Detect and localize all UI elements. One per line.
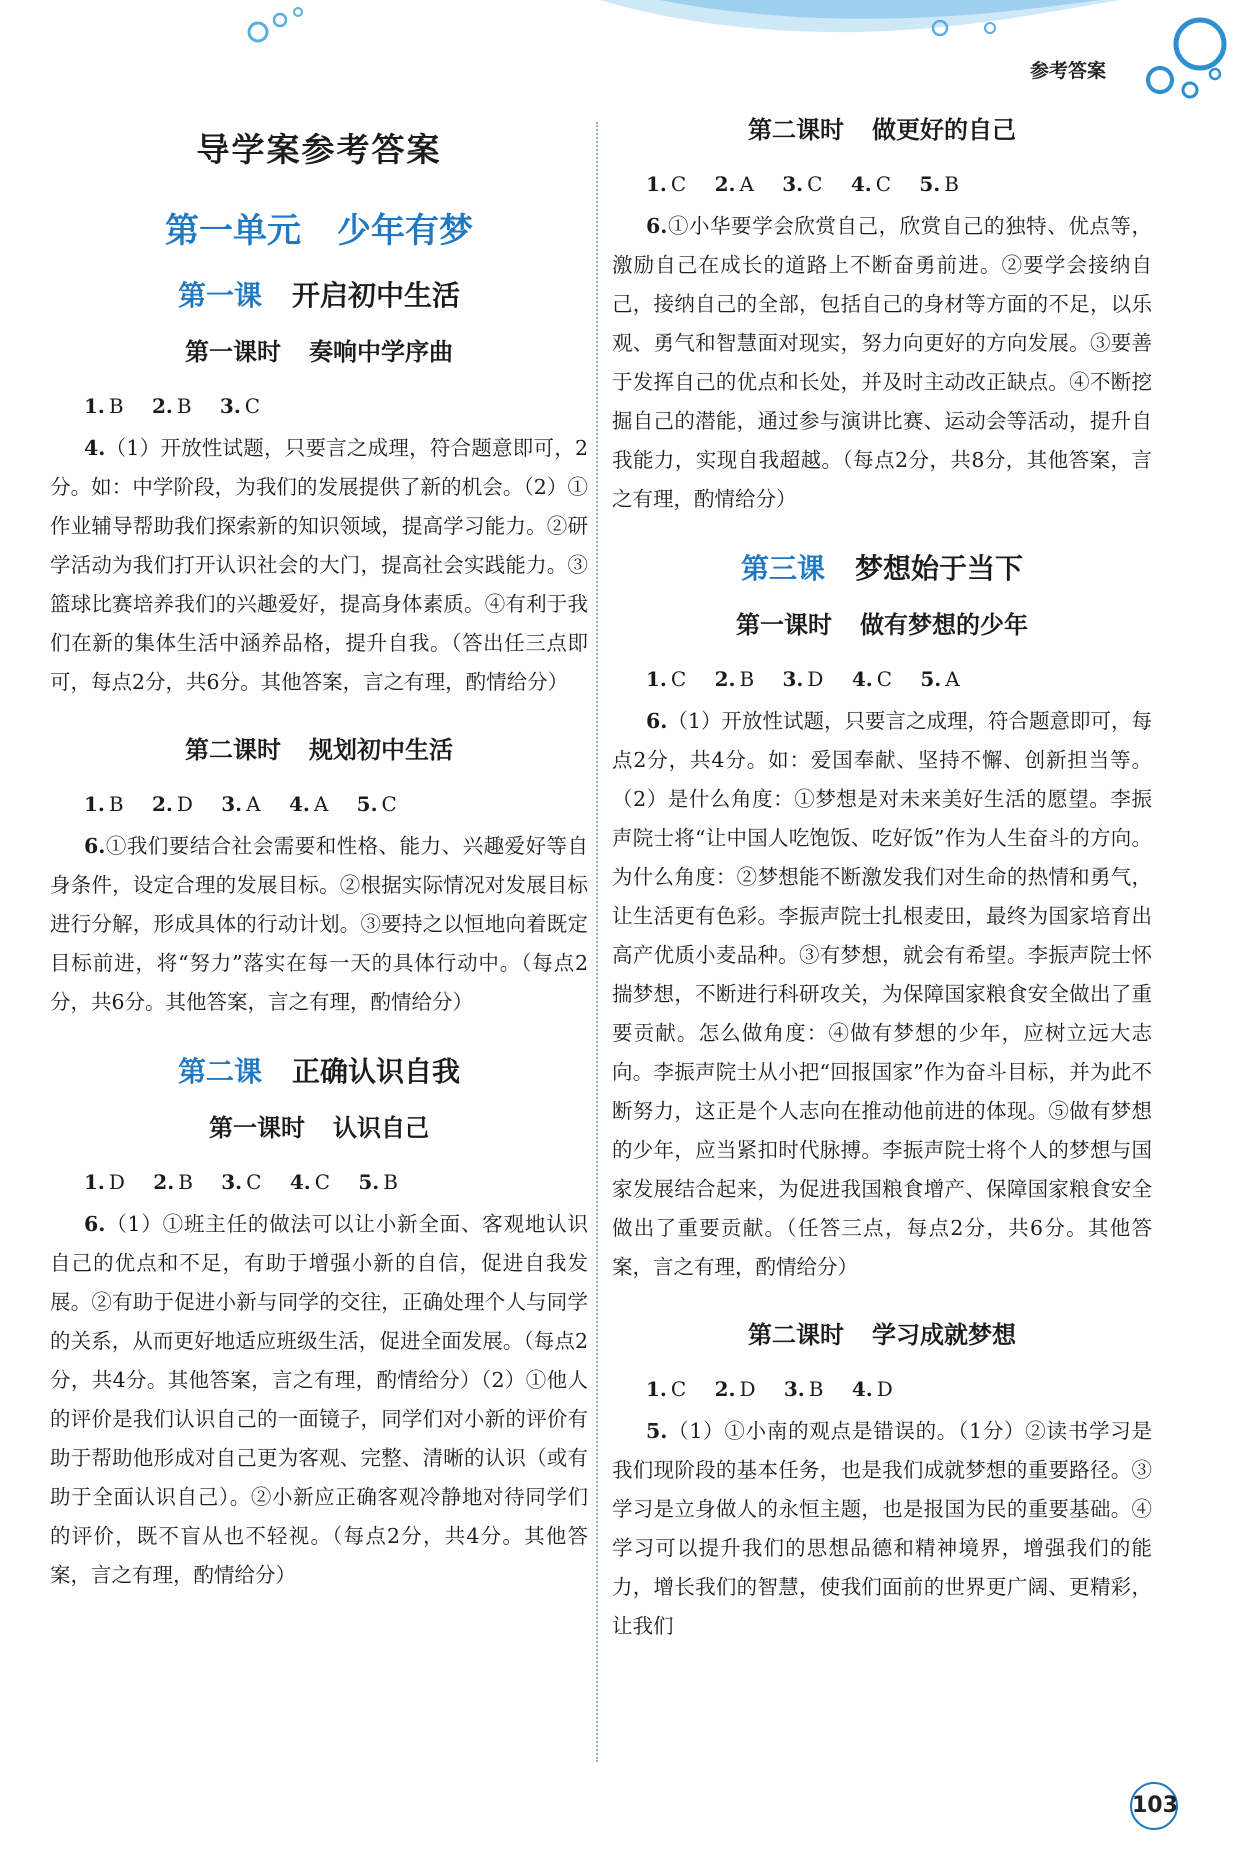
period-number: 第一课时 <box>209 1114 305 1142</box>
unit-name: 少年有梦 <box>337 211 473 251</box>
choice-item: 3. C <box>219 394 261 418</box>
period-number: 第二课时 <box>185 736 281 764</box>
lesson-title <box>50 274 588 314</box>
answer-paragraph <box>50 827 588 1022</box>
choice-item: 4. C <box>851 667 893 691</box>
answer-paragraph <box>612 207 1152 519</box>
period-title <box>50 1108 588 1143</box>
period-number: 第一课时 <box>185 338 281 366</box>
column-divider <box>596 122 598 1762</box>
choice-item: 1. C <box>646 1377 687 1401</box>
choice-item: 5. C <box>356 792 397 816</box>
choice-item: 1. C <box>646 172 687 196</box>
choice-item: 5. B <box>358 1170 398 1194</box>
page-number: 103 <box>1130 1782 1178 1830</box>
lesson-name: 开启初中生活 <box>292 279 461 312</box>
period-title <box>50 730 588 765</box>
choice-item: 3. C <box>221 1170 262 1194</box>
choice-answers <box>612 167 1152 201</box>
answer-paragraph <box>50 1205 588 1595</box>
left-column <box>50 110 588 1623</box>
unit-number: 第一单元 <box>165 211 301 251</box>
period-name: 做更好的自己 <box>872 116 1016 144</box>
period-number: 第二课时 <box>748 116 844 144</box>
choice-item: 2. A <box>714 172 754 196</box>
right-column <box>612 110 1152 1674</box>
choice-item: 2. B <box>153 1170 193 1194</box>
choice-answers <box>50 389 588 423</box>
question-number: 6. <box>84 834 106 858</box>
answer-paragraph <box>50 429 588 702</box>
answer-paragraph <box>612 1412 1152 1646</box>
lesson-number: 第三课 <box>740 552 825 585</box>
unit-title <box>50 203 588 252</box>
choice-item: 2. D <box>151 792 193 816</box>
period-title <box>612 110 1152 145</box>
choice-answers <box>50 787 588 821</box>
answer-text: （1）①小南的观点是错误的。（1分）②读书学习是我们现阶段的基本任务，也是我们成就梦想的重要路径。③学习是立身做人的永恒主题，也是报国为民的重要基础。④学习可以提升我们的思想品德和精神境界，增强我们的能力，增长我们的智慧，使我们面前的世界更广阔、更精彩，让我们 <box>612 1419 1152 1638</box>
choice-item: 3. D <box>782 667 824 691</box>
period-name: 认识自己 <box>333 1114 429 1142</box>
answer-paragraph <box>612 702 1152 1287</box>
lesson-title <box>612 547 1152 587</box>
period-name: 奏响中学序曲 <box>309 338 453 366</box>
header-label: 参考答案 <box>1030 60 1107 82</box>
period-title <box>612 605 1152 640</box>
choice-item: 2. B <box>151 394 192 418</box>
choice-item: 5. A <box>920 667 960 691</box>
choice-answers <box>50 1165 588 1199</box>
choice-item: 4. C <box>289 1170 331 1194</box>
period-number: 第二课时 <box>748 1321 844 1349</box>
answer-text: （1）①班主任的做法可以让小新全面、客观地认识自己的优点和不足，有助于增强小新的自信，促进自我发展。②有助于促进小新与同学的交往，正确处理个人与同学的关系，从而更好地适应班级生活，促进全面发展。（每点2分，共4分。其他答案，言之有理，酌情给分）（2）①他人的评价是我们认识自己的一面镜子，同学们对小新的评价有助于帮助他形成对自己更为客观、完整、清晰的认识（或有助于全面认识自己）。②小新应正确客观冷静地对待同学们的评价，既不盲从也不轻视。（每点2分，共4分。其他答案，言之有理，酌情给分） <box>50 1212 588 1587</box>
choice-item: 1. D <box>84 1170 125 1194</box>
period-title <box>612 1315 1152 1350</box>
choice-item: 1. B <box>84 394 124 418</box>
answer-text: ①我们要结合社会需要和性格、能力、兴趣爱好等自身条件，设定合理的发展目标。②根据实际情况对发展目标进行分解，形成具体的行动计划。③要持之以恒地向着既定目标前进，将“努力”落实在每一天的具体行动中。（每点2分，共6分。其他答案，言之有理，酌情给分） <box>50 834 588 1014</box>
choice-item: 3. A <box>221 792 261 816</box>
answer-text: ①小华要学会欣赏自己，欣赏自己的独特、优点等，激励自己在成长的道路上不断奋勇前进。②要学会接纳自己，接纳自己的全部，包括自己的身材等方面的不足，以乐观、勇气和智慧面对现实，努力向更好的方向发展。③要善于发挥自己的优点和长处，并及时主动改正缺点。④不断挖掘自己的潜能，通过参与演讲比赛、运动会等活动，提升自我能力，实现自我超越。（每点2分，共8分，其他答案，言之有理，酌情给分） <box>612 214 1152 511</box>
answer-text: （1）开放性试题，只要言之成理，符合题意即可，每点2分，共4分。如：爱国奉献、坚持不懈、创新担当等。（2）是什么角度：①梦想是对未来美好生活的愿望。李振声院士将“让中国人吃饱饭、吃好饭”作为人生奋斗的方向。为什么角度：②梦想能不断激发我们对生命的热情和勇气，让生活更有色彩。李振声院士扎根麦田，最终为国家培育出高产优质小麦品种。③有梦想，就会有希望。李振声院士怀揣梦想，不断进行科研攻关，为保障国家粮食安全做出了重要贡献。怎么做角度：④做有梦想的少年，应树立远大志向。李振声院士从小把“回报国家”作为奋斗目标，并为此不断努力，这正是个人志向在推动他前进的体现。⑤做有梦想的少年，应当紧扣时代脉搏。李振声院士将个人的梦想与国家发展结合起来，为促进我国粮食增产、保障国家粮食安全做出了重要贡献。（任答三点，每点2分，共6分。其他答案，言之有理，酌情给分） <box>612 709 1152 1279</box>
question-number: 5. <box>646 1419 668 1443</box>
choice-answers <box>612 1372 1152 1406</box>
period-name: 学习成就梦想 <box>872 1321 1016 1349</box>
lesson-title <box>50 1050 588 1090</box>
period-title <box>50 332 588 367</box>
choice-item: 1. C <box>646 667 687 691</box>
choice-answers <box>612 662 1152 696</box>
page-title: 导学案参考答案 <box>196 130 442 169</box>
choice-item: 4. A <box>288 792 329 816</box>
choice-item: 4. C <box>850 172 892 196</box>
choice-item: 4. D <box>851 1377 893 1401</box>
lesson-name: 正确认识自我 <box>292 1055 461 1088</box>
choice-item: 2. B <box>714 667 755 691</box>
lesson-number: 第二课 <box>177 1055 262 1088</box>
period-name: 做有梦想的少年 <box>860 611 1028 639</box>
choice-item: 3. C <box>782 172 823 196</box>
choice-item: 2. D <box>714 1377 756 1401</box>
choice-item: 1. B <box>84 792 124 816</box>
lesson-number: 第一课 <box>177 279 262 312</box>
lesson-name: 梦想始于当下 <box>855 552 1024 585</box>
period-name: 规划初中生活 <box>309 736 453 764</box>
question-number: 6. <box>84 1212 106 1236</box>
answer-text: （1）开放性试题，只要言之成理，符合题意即可，2分。如：中学阶段，为我们的发展提供了新的机会。（2）①作业辅导帮助我们探索新的知识领域，提高学习能力。②研学活动为我们打开认识社会的大门，提高社会实践能力。③篮球比赛培养我们的兴趣爱好，提高身体素质。④有利于我们在新的集体生活中涵养品格，提升自我。（答出任三点即可，每点2分，共6分。其他答案，言之有理，酌情给分） <box>50 436 588 694</box>
question-number: 4. <box>84 436 106 460</box>
choice-item: 5. B <box>919 172 959 196</box>
choice-item: 3. B <box>783 1377 824 1401</box>
question-number: 6. <box>646 709 668 733</box>
period-number: 第一课时 <box>736 611 832 639</box>
question-number: 6. <box>646 214 668 238</box>
